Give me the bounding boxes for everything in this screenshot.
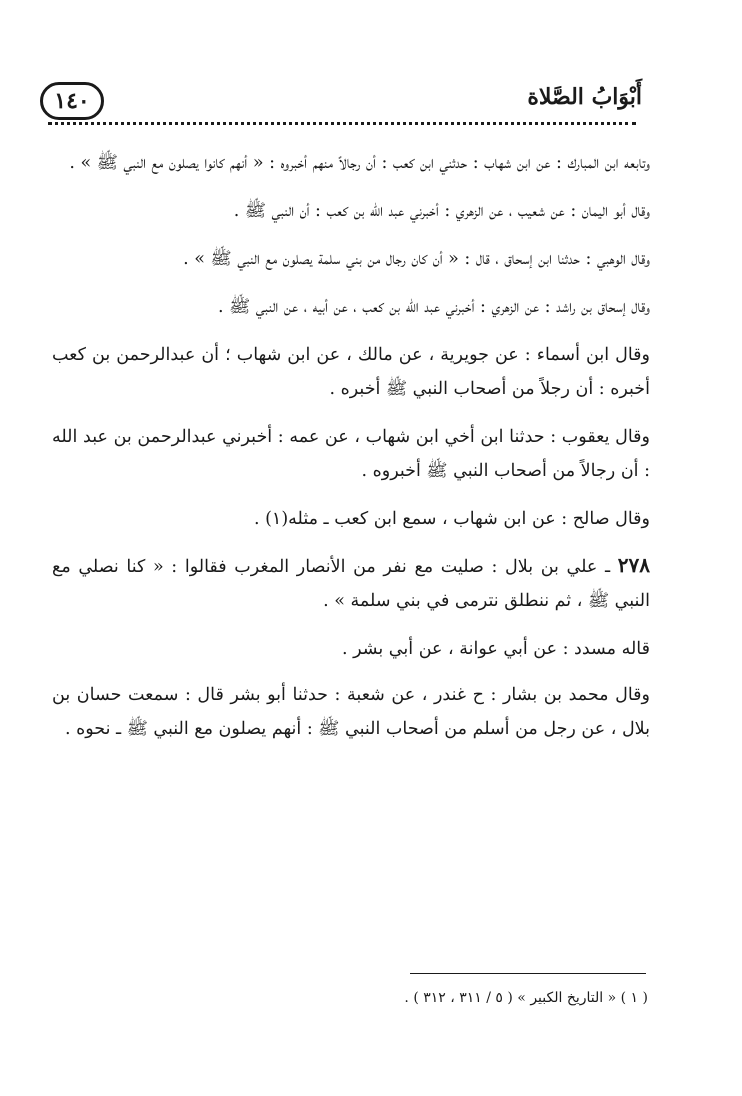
hadith-entry [52, 548, 650, 618]
chapter-title: أَبْوَابُ الصَّلاة [527, 84, 642, 110]
paragraph: وقال إسحاق بن راشد : عن الزهري : أخبرني عبد الله بن كعب ، عن أبيه ، عن النبي ﷺ . [217, 297, 650, 317]
page-number: ١٤٠ [54, 88, 90, 114]
page-number-badge [40, 82, 104, 120]
entry-text: ـ علي بن بلال : صليت مع نفر من الأنصار المغرب فقالوا : « كنا نصلي مع النبي ﷺ ، ثم ننطلق نترمى في بني سلمة » . [52, 557, 650, 611]
paragraph: وقال أبو اليمان : عن شعيب ، عن الزهري : أخبرني عبد الله بن كعب : أن النبي ﷺ . [233, 201, 650, 221]
page-header [40, 82, 650, 128]
paragraph: قاله مسدد : عن أبي عوانة ، عن أبي بشر . [341, 639, 650, 659]
paragraph: وقال محمد بن بشار : ح غندر ، عن شعبة : حدثنا أبو بشر قال : سمعت حسان بن بلال ، عن رجل من أسلم من أصحاب النبي ﷺ : أنهم يصلون مع النبي ﷺ ـ نحوه . [52, 685, 650, 739]
paragraph: وتابعه ابن المبارك : عن ابن شهاب : حدثني ابن كعب : أن رجالاً منهم أخبروه : « أنهم كانوا يصلون مع النبي ﷺ » . [69, 153, 650, 173]
page-body [52, 146, 650, 760]
entry-number: ٢٧٨ [617, 553, 650, 577]
paragraph: وقال يعقوب : حدثنا ابن أخي ابن شهاب ، عن عمه : أخبرني عبدالرحمن بن عبد الله : أن رجالاً من أصحاب النبي ﷺ أخبروه . [52, 427, 650, 481]
paragraph: وقال الوهبي : حدثنا ابن إسحاق ، قال : « أن كان رجال من بني سلمة يصلون مع النبي ﷺ » . [183, 249, 650, 269]
footnote: ( ١ ) « التاريخ الكبير » ( ٥ / ٣١١ ، ٣١٢ ) . [404, 990, 648, 1006]
paragraph: وقال ابن أسماء : عن جويرية ، عن مالك ، عن ابن شهاب ؛ أن عبدالرحمن بن كعب أخبره : أن رجلاً من أصحاب النبي ﷺ أخبره . [52, 345, 650, 399]
header-divider [48, 122, 636, 125]
paragraph: وقال صالح : عن ابن شهاب ، سمع ابن كعب ـ مثله(١) . [253, 509, 650, 529]
footnote-divider [410, 973, 646, 974]
